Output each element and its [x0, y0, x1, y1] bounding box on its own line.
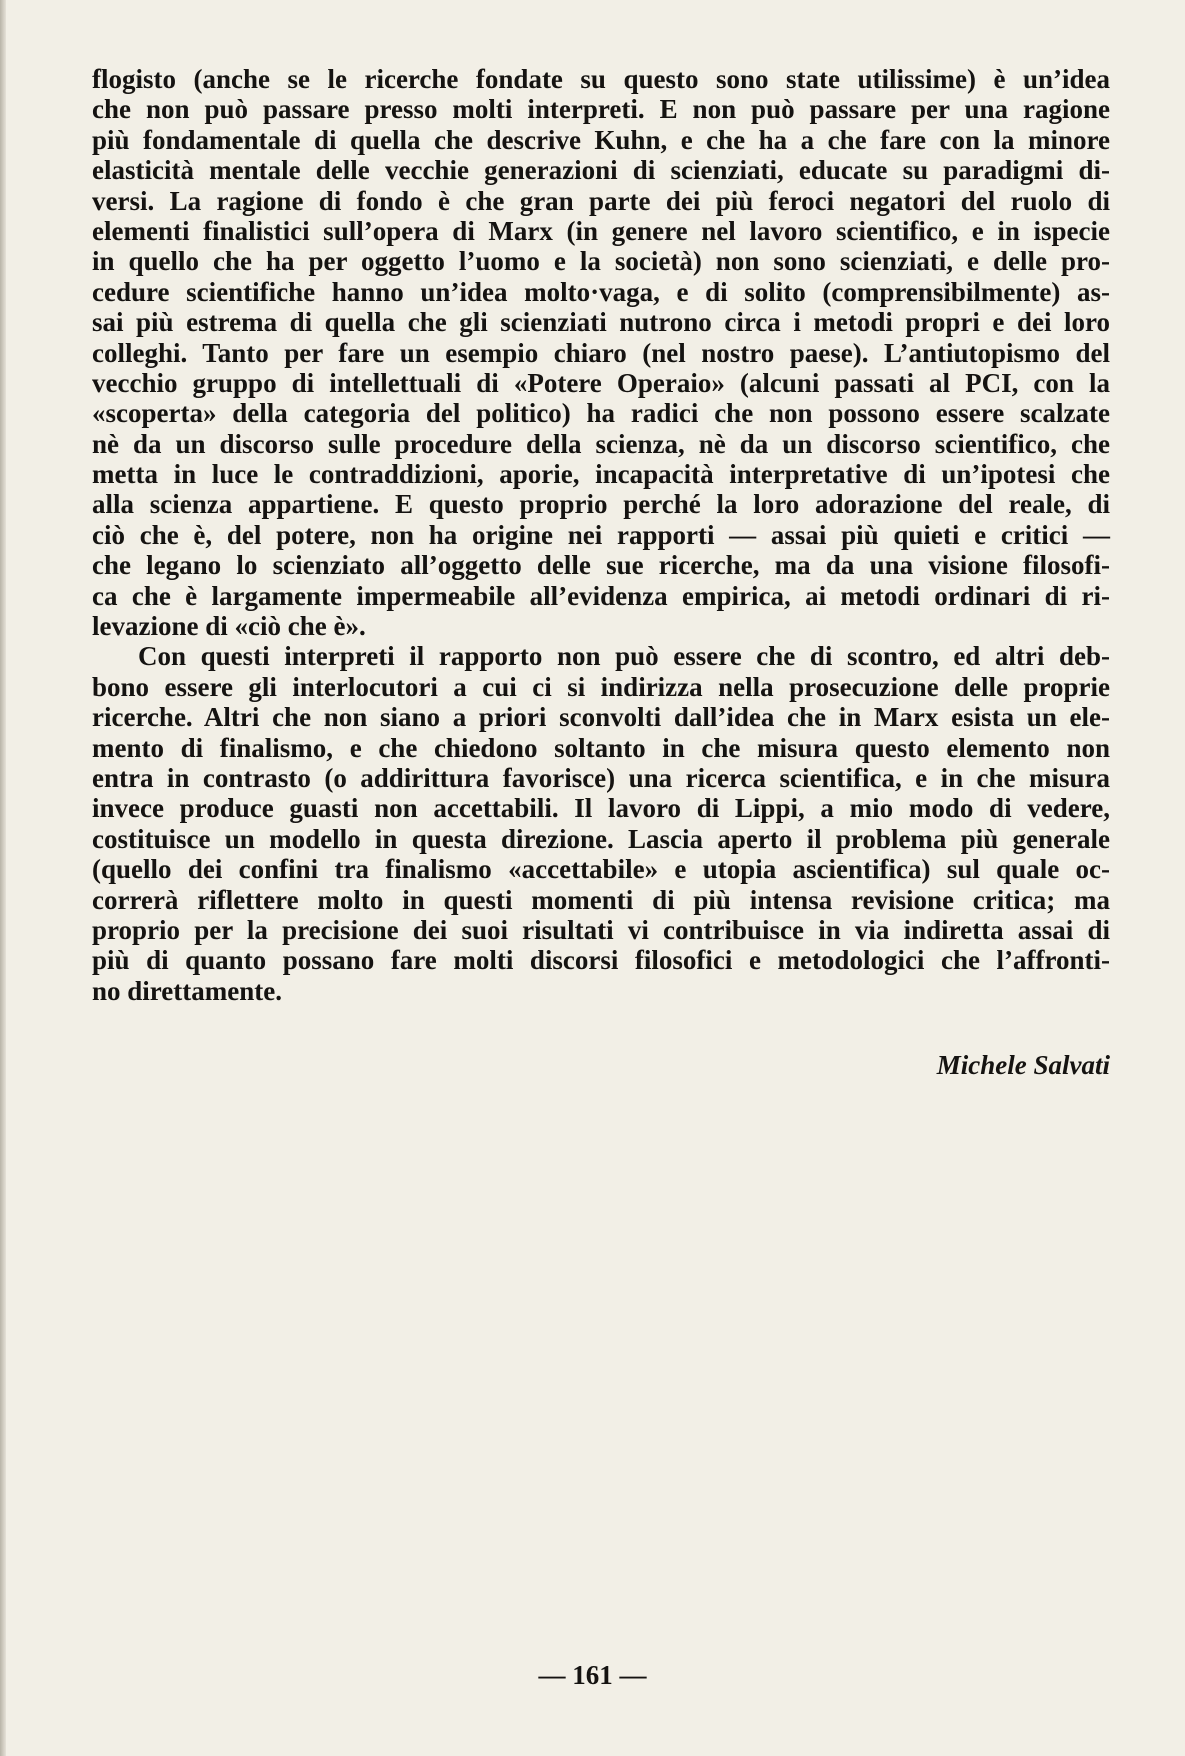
- text-line: alla scienza appartiene. E questo proprio perché la loro adorazione del reale, di: [92, 489, 1110, 520]
- text-line: bono essere gli interlocutori a cui ci si indirizza nella prosecuzione delle proprie: [92, 671, 1110, 702]
- text-line: «scoperta» della categoria del politico) ha radici che non possono essere scalzate: [92, 398, 1110, 429]
- body-text: [92, 64, 1110, 1006]
- author-signature: Michele Salvati: [936, 1050, 1110, 1080]
- text-line: no direttamente.: [92, 975, 282, 1006]
- text-line: vecchio gruppo di intellettuali di «Potere Operaio» (alcuni passati al PCI, con la: [92, 367, 1110, 398]
- text-line: cedure scientifiche hanno un’idea molto·vaga, e di solito (comprensibilmente) as-: [92, 276, 1110, 307]
- text-line: elementi finalistici sull’opera di Marx (in genere nel lavoro scientifico, e in ispecie: [92, 215, 1110, 246]
- text-line: mento di finalismo, e che chiedono soltanto in che misura questo elemento non: [92, 732, 1110, 763]
- text-line: sai più estrema di quella che gli scienziati nutrono circa i metodi propri e dei loro: [92, 307, 1110, 338]
- text-line: ciò che è, del potere, non ha origine nei rapporti — assai più quieti e critici —: [92, 519, 1110, 550]
- text-line: (quello dei confini tra finalismo «accettabile» e utopia ascientifica) sul quale oc-: [92, 854, 1110, 885]
- text-line: versi. La ragione di fondo è che gran parte dei più feroci negatori del ruolo di: [92, 185, 1110, 216]
- text-line: proprio per la precisione dei suoi risultati vi contribuisce in via indiretta assai di: [92, 914, 1110, 945]
- text-line: invece produce guasti non accettabili. Il lavoro di Lippi, a mio modo di vedere,: [92, 793, 1110, 824]
- text-line: in quello che ha per oggetto l’uomo e la società) non sono scienziati, e delle pro-: [92, 246, 1110, 277]
- text-line: più di quanto possano fare molti discorsi filosofici e metodologici che l’affronti-: [92, 945, 1110, 976]
- page-number: — 161 —: [538, 1660, 647, 1690]
- text-line: metta in luce le contraddizioni, aporie, incapacità interpretative di un’ipotesi che: [92, 459, 1110, 490]
- text-line: nè da un discorso sulle procedure della scienza, nè da un discorso scientifico, che: [92, 428, 1110, 459]
- text-line: che non può passare presso molti interpreti. E non può passare per una ragione: [92, 94, 1110, 125]
- text-line: elasticità mentale delle vecchie generazioni di scienziati, educate su paradigmi di-: [92, 155, 1110, 186]
- text-line: correrà riflettere molto in questi momenti di più intensa revisione critica; ma: [92, 884, 1110, 915]
- page-edge: [0, 0, 6, 1756]
- text-line: colleghi. Tanto per fare un esempio chiaro (nel nostro paese). L’antiutopismo del: [92, 337, 1110, 368]
- text-line: costituisce un modello in questa direzione. Lascia aperto il problema più generale: [92, 823, 1110, 854]
- text-line: più fondamentale di quella che descrive Kuhn, e che ha a che fare con la minore: [92, 124, 1110, 155]
- text-line: Con questi interpreti il rapporto non può essere che di scontro, ed altri deb-: [138, 641, 1110, 672]
- text-line: entra in contrasto (o addirittura favorisce) una ricerca scientifica, e in che misura: [92, 762, 1110, 793]
- text-line: ricerche. Altri che non siano a priori sconvolti dall’idea che in Marx esista un ele-: [92, 702, 1110, 733]
- text-line: levazione di «ciò che è».: [92, 611, 366, 642]
- text-line: ca che è largamente impermeabile all’evidenza empirica, ai metodi ordinari di ri-: [92, 580, 1110, 611]
- text-line: flogisto (anche se le ricerche fondate su questo sono state utilissime) è un’idea: [92, 64, 1110, 94]
- text-line: che legano lo scienziato all’oggetto delle sue ricerche, ma da una visione filosofi-: [92, 550, 1110, 581]
